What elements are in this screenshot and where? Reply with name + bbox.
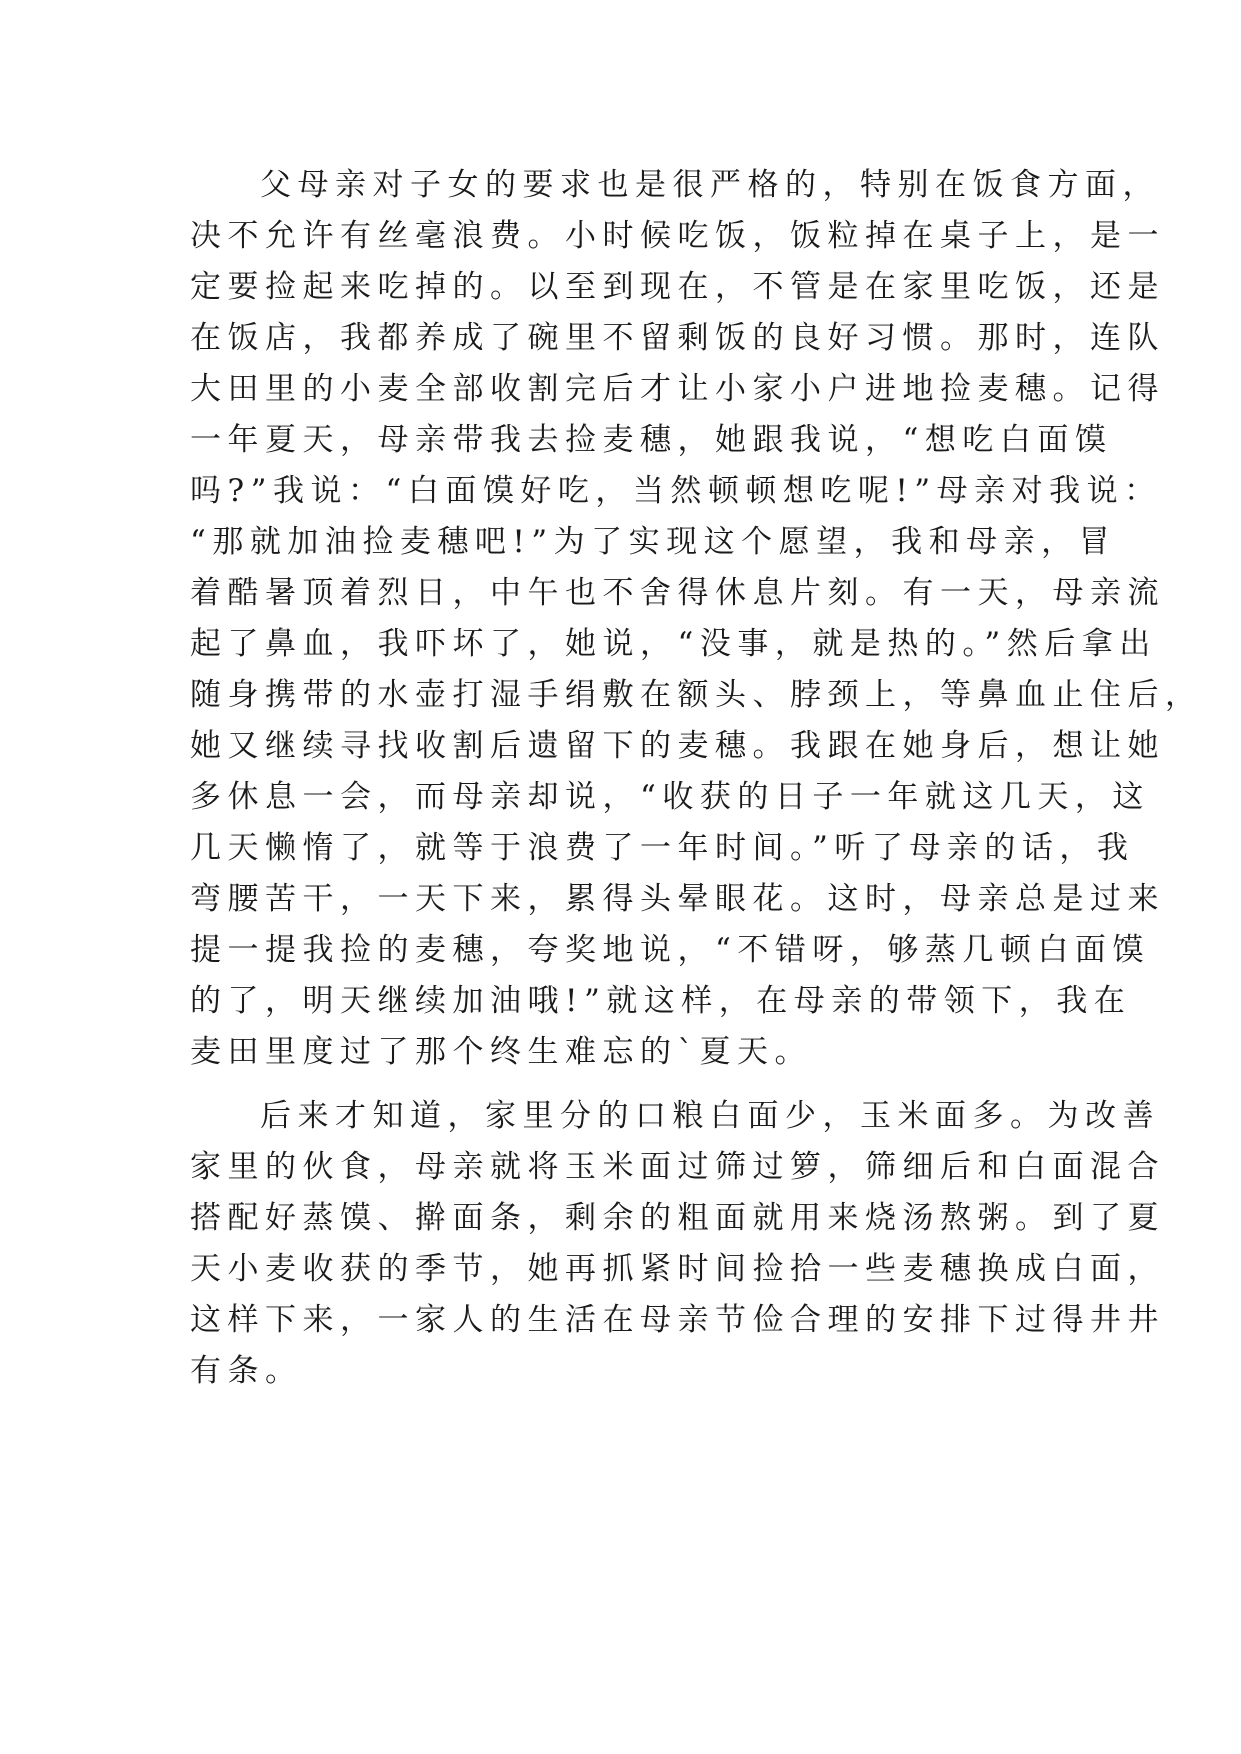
text-line: 一年夏天，母亲带我去捡麦穗，她跟我说，“想吃白面馍 xyxy=(190,422,1113,458)
text-line: 起了鼻血，我吓坏了，她说，“没事，就是热的。”然后拿出 xyxy=(190,626,1157,662)
text-line: 的了，明天继续加油哦!”就这样，在母亲的带领下，我在 xyxy=(190,983,1132,1019)
paragraph-spacer xyxy=(190,1078,1090,1091)
text-line: 着酷暑顶着烈日，中午也不舍得休息片刻。有一天，母亲流 xyxy=(190,575,1165,611)
text-line: 父母亲对子女的要求也是很严格的，特别在饭食方面， xyxy=(260,167,1160,203)
paragraph-1 xyxy=(190,160,1203,1078)
text-line: 天小麦收获的季节，她再抓紧时间捡拾一些麦穗换成白面， xyxy=(190,1251,1165,1287)
text-line: 吗?”我说：“白面馍好吃，当然顿顿想吃呢!”母亲对我说： xyxy=(190,473,1162,509)
text-line: 大田里的小麦全部收割完后才让小家小户进地捡麦穗。记得 xyxy=(190,371,1165,407)
text-line: 搭配好蒸馍、擀面条，剩余的粗面就用来烧汤熬粥。到了夏 xyxy=(190,1200,1165,1236)
text-line: 有条。 xyxy=(190,1353,303,1389)
text-line: 在饭店，我都养成了碗里不留剩饭的良好习惯。那时，连队 xyxy=(190,320,1165,356)
text-line: 几天懒惰了，就等于浪费了一年时间。”听了母亲的话，我 xyxy=(190,830,1135,866)
document-body xyxy=(190,160,1203,1397)
text-line: “那就加油捡麦穗吧!”为了实现这个愿望，我和母亲，冒 xyxy=(190,524,1117,560)
text-line: 弯腰苦干，一天下来，累得头晕眼花。这时，母亲总是过来 xyxy=(190,881,1165,917)
text-line: 决不允许有丝毫浪费。小时候吃饭，饭粒掉在桌子上，是一 xyxy=(190,218,1165,254)
text-line: 她又继续寻找收割后遗留下的麦穗。我跟在她身后，想让她 xyxy=(190,728,1165,764)
text-line: 麦田里度过了那个终生难忘的`夏天。 xyxy=(190,1034,812,1070)
text-line: 随身携带的水壶打湿手绢敷在额头、脖颈上，等鼻血止住后， xyxy=(190,677,1203,713)
text-line: 后来才知道，家里分的口粮白面少，玉米面多。为改善 xyxy=(260,1098,1160,1134)
text-line: 提一提我捡的麦穗，夸奖地说，“不错呀，够蒸几顿白面馍 xyxy=(190,932,1150,968)
text-line: 定要捡起来吃掉的。以至到现在，不管是在家里吃饭，还是 xyxy=(190,269,1165,305)
text-line: 家里的伙食，母亲就将玉米面过筛过箩，筛细后和白面混合 xyxy=(190,1149,1165,1185)
text-line: 多休息一会，而母亲却说，“收获的日子一年就这几天，这 xyxy=(190,779,1150,815)
text-line: 这样下来，一家人的生活在母亲节俭合理的安排下过得井井 xyxy=(190,1302,1165,1338)
paragraph-2 xyxy=(190,1091,1165,1397)
